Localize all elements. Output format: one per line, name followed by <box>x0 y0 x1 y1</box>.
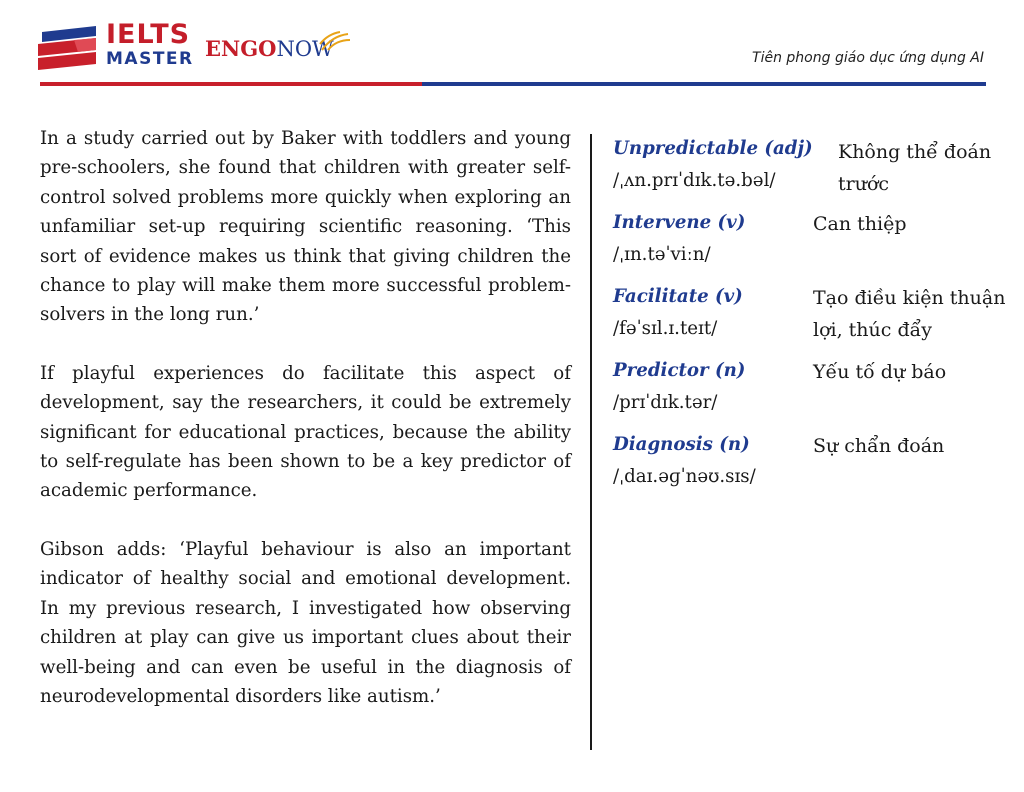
vocab-word: Diagnosis (n) <box>613 434 750 455</box>
vocab-meaning: Yếu tố dự báo <box>813 361 947 383</box>
vocabulary-list <box>613 134 1021 504</box>
passage-paragraph: Gibson adds: ‘Playful behaviour is also an important indicator of healthy social and emotional development. In my previous research, I investigated how observing children at play can give us important clues about their well-being and can even be useful in the diagnosis of neurodevelopmental disorders like autism.’ <box>40 538 571 707</box>
passage-paragraph: In a study carried out by Baker with toddlers and young pre-schoolers, she found that children with greater self-control solved problems more quickly when exploring an unfamiliar set-up requiring scientific reasoning. ‘This sort of evidence makes us think that giving children the chance to play will make them more successful problem-solvers in the long run.’ <box>40 128 571 326</box>
vocab-ipa: /ˌdaɪ.əɡˈnəʊ.sɪs/ <box>613 466 756 487</box>
vocab-ipa: /ˌʌn.prɪˈdɪk.tə.bəl/ <box>613 170 776 191</box>
vocab-meaning: Không thể đoán trước <box>838 141 992 195</box>
vocab-ipa: /prɪˈdɪk.tər/ <box>613 392 718 413</box>
vocab-entry <box>613 282 1021 346</box>
vocab-ipa: /ˌɪn.təˈviːn/ <box>613 244 711 265</box>
vocab-entry <box>613 134 1021 198</box>
passage-paragraph: If playful experiences do facilitate this aspect of development, say the researchers, it could be extremely significant for educational practices, because the ability to self-regulate has been shown to be a key predictor of academic performance. <box>40 362 571 502</box>
vocab-meaning: Can thiệp <box>813 213 907 235</box>
header-rule-red <box>40 82 422 86</box>
vocab-word: Intervene (v) <box>613 212 746 233</box>
ielts-master-logo-icon <box>38 26 102 72</box>
vocab-word: Unpredictable (adj) <box>613 138 813 159</box>
vocab-entry <box>613 356 1021 420</box>
partner-prefix: ENGO <box>205 36 277 61</box>
vocab-ipa: /fəˈsɪl.ɪ.teɪt/ <box>613 318 718 339</box>
brand-primary: IELTS <box>106 19 191 50</box>
column-divider <box>590 134 592 750</box>
brand-secondary: MASTER <box>106 49 194 69</box>
vocab-meaning: Sự chẩn đoán <box>813 435 945 457</box>
vocab-word: Facilitate (v) <box>613 286 743 307</box>
header-rule-blue <box>422 82 986 86</box>
vocab-entry <box>613 208 1021 272</box>
vocab-entry <box>613 430 1021 494</box>
vocab-word: Predictor (n) <box>613 360 746 381</box>
reading-passage <box>40 124 571 740</box>
partner-suffix: NOW <box>276 37 334 61</box>
vocab-meaning: Tạo điều kiện thuận lợi, thúc đẩy <box>813 287 1006 341</box>
tagline: Tiên phong giáo dục ứng dụng AI <box>752 50 984 66</box>
sunburst-icon <box>318 30 352 52</box>
partner-logo <box>205 36 334 62</box>
